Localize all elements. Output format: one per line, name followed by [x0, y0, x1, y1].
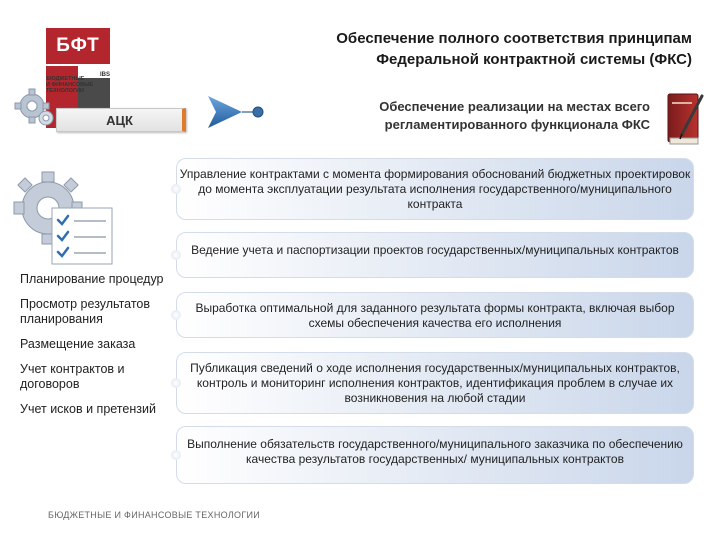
list-item: Учет исков и претензий [20, 402, 156, 416]
logo-subtitle-line: БЮДЖЕТНЫЕ [46, 76, 85, 82]
page-subtitle-line: Обеспечение реализации на местах всего [379, 99, 650, 114]
logo-brand: БФТ [46, 28, 110, 64]
page-subtitle [250, 98, 650, 134]
page-title-line: Федеральной контрактной системы (ФКС) [376, 51, 692, 68]
feature-box: Ведение учета и паспортизации проектов государственных/муниципальных контрактов [176, 232, 694, 278]
planning-list [20, 272, 170, 427]
feature-boxes [176, 158, 696, 484]
logo-badge: IBS [99, 72, 110, 78]
list-item: Учет контрактов и договоров [20, 362, 125, 391]
feature-box: Публикация сведений о ходе исполнения государственных/муниципальных контрактов, контроль и мониторинг исполнения контрактов, идентификация проблем в случае их возникновения на любой стадии [176, 352, 694, 414]
gear-checklist-icon [12, 168, 122, 268]
feature-box: Выполнение обязательств государственного/муниципального заказчика по обеспечению качества результатов государственных/ муниципальных контрактов [176, 426, 694, 484]
ack-label: АЦК [56, 108, 186, 132]
gears-icon [12, 84, 58, 130]
page-title-line: Обеспечение полного соответствия принципам [336, 30, 692, 47]
page-title [252, 28, 692, 70]
feature-box: Выработка оптимальной для заданного результата формы контракта, включая выбор схемы обеспечения качества его исполнения [176, 292, 694, 338]
logo-subtitle-line: И ФИНАНСОВЫЕ [46, 82, 94, 88]
footer-text: БЮДЖЕТНЫЕ И ФИНАНСОВЫЕ ТЕХНОЛОГИИ [48, 510, 261, 520]
feature-box: Управление контрактами с момента формирования обоснований бюджетных проектировок до момента эксплуатации результата исполнения государственного/муниципального контракта [176, 158, 694, 220]
logo-subtitle-line: ТЕХНОЛОГИИ [46, 88, 84, 94]
page-subtitle-line: регламентированного функционала ФКС [384, 117, 650, 132]
list-item: Просмотр результатов планирования [20, 297, 151, 326]
list-item: Планирование процедур [20, 272, 164, 286]
book-icon [660, 88, 710, 150]
list-item: Размещение заказа [20, 337, 136, 351]
